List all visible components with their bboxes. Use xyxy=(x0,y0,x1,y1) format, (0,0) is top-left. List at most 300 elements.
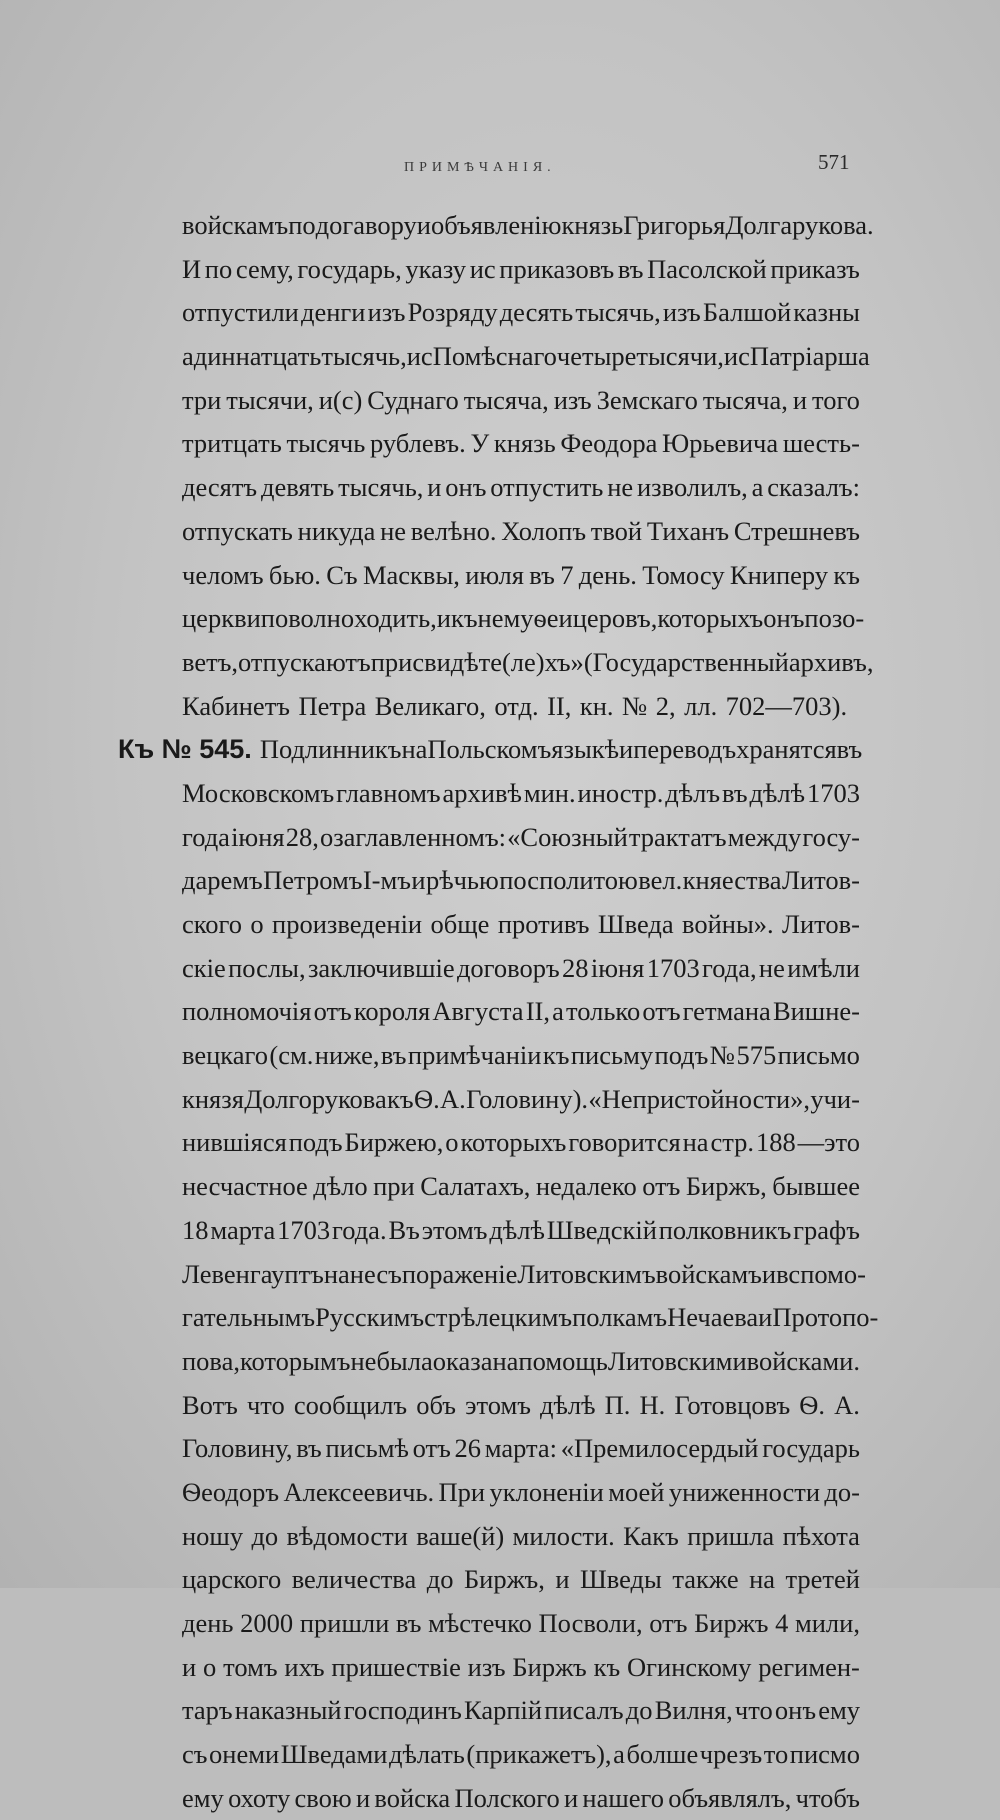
word: У xyxy=(470,428,490,459)
word: милости. xyxy=(512,1520,615,1551)
word: свою xyxy=(294,1782,352,1813)
word: ношу xyxy=(182,1520,244,1551)
text-line xyxy=(118,510,860,554)
word: Нечаева xyxy=(667,1302,759,1333)
word: полкамъ xyxy=(572,1302,668,1333)
word: отд. xyxy=(494,690,539,721)
word: также xyxy=(672,1564,739,1595)
word: бывшее xyxy=(772,1171,860,1202)
word: переводъ xyxy=(633,734,737,765)
word: и xyxy=(555,1564,570,1595)
word: (см. xyxy=(269,1040,314,1071)
word: которыхъ xyxy=(460,1127,567,1158)
word: А. xyxy=(440,1083,466,1114)
text-line xyxy=(118,597,865,641)
word: ского xyxy=(182,909,243,939)
word: этомъ xyxy=(465,1389,531,1420)
word: онеми xyxy=(209,1739,280,1770)
word: послы, xyxy=(228,952,306,983)
word: казны xyxy=(793,297,860,328)
word: стр. xyxy=(710,1127,755,1158)
word: въ xyxy=(617,253,644,284)
text-line xyxy=(118,204,874,248)
word: шесть- xyxy=(782,428,860,459)
word: вел. xyxy=(638,865,683,896)
text-line xyxy=(118,1121,860,1165)
word: Юрьевича xyxy=(662,428,779,459)
word: 28, xyxy=(285,821,319,852)
word: Алексеевичь. xyxy=(283,1476,435,1507)
text-line xyxy=(118,1558,860,1602)
word: главномъ xyxy=(336,777,441,808)
word: а xyxy=(751,472,764,503)
word: 1703 xyxy=(277,1214,331,1245)
word: Биржъ, xyxy=(685,1171,767,1202)
word: іюня xyxy=(231,821,285,852)
word: войскамъ xyxy=(182,210,289,240)
word: Вотъ xyxy=(182,1389,238,1420)
word: языкѣ xyxy=(551,734,620,765)
word: къ xyxy=(542,1040,570,1071)
word: «Премилосердый xyxy=(560,1433,759,1464)
word: Полского xyxy=(454,1782,560,1813)
word: озаглавленномъ: xyxy=(319,821,507,852)
word: Московскомъ xyxy=(182,777,335,808)
word: уклоненіи xyxy=(489,1476,604,1507)
word: пова, xyxy=(182,1345,240,1376)
word: несчастное xyxy=(182,1171,308,1202)
word: войны». xyxy=(682,909,774,939)
word: моей xyxy=(608,1476,665,1507)
word: Огинскому xyxy=(627,1651,752,1682)
word: къ xyxy=(593,1651,621,1682)
word: изъ xyxy=(467,1651,506,1682)
word: короля xyxy=(353,996,431,1027)
word: Шведами xyxy=(280,1739,388,1770)
word: въ xyxy=(380,1040,407,1071)
word: до xyxy=(426,1564,454,1595)
word: войсками. xyxy=(746,1345,860,1376)
word: адиннатцать xyxy=(182,341,322,372)
word: свидѣте(ле)хъ» xyxy=(412,646,584,677)
word: войскамъ xyxy=(655,1258,762,1289)
word: Ѳ. xyxy=(413,1083,440,1114)
word: оказана xyxy=(432,1345,519,1376)
word: и xyxy=(182,1651,197,1682)
word: помощь xyxy=(518,1345,608,1376)
text-line xyxy=(118,379,860,423)
word: господинъ xyxy=(343,1695,462,1726)
word: объявленію xyxy=(430,210,562,240)
text-line xyxy=(118,1515,860,1559)
word: посполитою xyxy=(499,865,638,896)
word: дѣло xyxy=(313,1171,368,1202)
word: три xyxy=(182,384,222,415)
word: до- xyxy=(824,1476,860,1507)
word: нившіяся xyxy=(182,1127,287,1158)
word: на xyxy=(401,734,428,765)
word: Подлинникъ xyxy=(259,734,402,765)
word: дѣлѣ xyxy=(540,1389,596,1420)
word: Долгарукова. xyxy=(725,210,874,240)
word: II, xyxy=(547,690,572,721)
word: болше xyxy=(626,1739,699,1770)
word: тысяча, xyxy=(702,384,788,415)
word: сему, xyxy=(235,253,294,284)
word: дѣлать xyxy=(389,1739,465,1770)
word: князь xyxy=(561,210,624,240)
word: день. xyxy=(578,559,637,590)
word: Готовцовъ xyxy=(674,1389,791,1420)
word: отпустили xyxy=(182,297,299,328)
word: Н. xyxy=(639,1389,666,1420)
word: величества xyxy=(291,1564,417,1595)
text-line xyxy=(118,728,863,772)
word: ис xyxy=(723,341,750,372)
word: тысячи, xyxy=(636,341,724,372)
word: II, xyxy=(525,996,550,1027)
word: Карпій xyxy=(464,1695,543,1726)
word: марта: xyxy=(484,1433,558,1464)
word: Розряду xyxy=(407,297,498,328)
word: вспомо- xyxy=(776,1258,866,1289)
word: Шведа xyxy=(597,909,674,939)
word: до xyxy=(625,1695,653,1726)
word: ходить, xyxy=(354,603,437,634)
word: онъ xyxy=(445,472,487,503)
text-line xyxy=(118,1034,860,1078)
word: государь xyxy=(762,1433,860,1464)
word: лл. xyxy=(684,690,718,721)
text-line xyxy=(118,1646,860,1690)
word: ис xyxy=(406,341,433,372)
word: письмо xyxy=(777,1040,860,1071)
word: объ xyxy=(416,1389,457,1420)
word: Долгорукова xyxy=(244,1083,387,1114)
text-line xyxy=(118,1296,879,1340)
word: томъ xyxy=(223,1651,278,1682)
word: «Непристойности», xyxy=(588,1083,811,1114)
text-line xyxy=(118,554,860,598)
text-line xyxy=(118,248,860,292)
word: (прикажетъ), xyxy=(466,1739,612,1770)
text-line xyxy=(118,772,860,816)
word: недалеко xyxy=(535,1171,637,1202)
word: до xyxy=(251,1520,279,1551)
word: изъ xyxy=(367,297,406,328)
text-line xyxy=(118,335,870,379)
word: письмѣ xyxy=(325,1433,409,1464)
text-line xyxy=(118,1340,860,1384)
word: 188 xyxy=(755,1127,796,1158)
word: о xyxy=(445,1127,459,1158)
word: тритцать xyxy=(182,428,282,459)
word: іюня xyxy=(590,952,645,983)
word: вецкаго xyxy=(182,1040,268,1071)
word: была xyxy=(376,1345,433,1376)
word: десять xyxy=(499,297,574,328)
text-line xyxy=(118,685,860,729)
text-line xyxy=(118,466,860,510)
word: чтобъ xyxy=(795,1782,860,1813)
word: Биржъ, xyxy=(463,1564,545,1595)
word: денги xyxy=(300,297,366,328)
word: Суднаго xyxy=(367,384,459,415)
word: июля xyxy=(465,559,524,590)
word: церкви xyxy=(182,603,261,634)
word: иностр. xyxy=(577,777,664,808)
word: заключившіе xyxy=(307,952,455,983)
word: и xyxy=(416,210,431,240)
word: Вишне- xyxy=(772,996,860,1027)
word: Шведскій xyxy=(546,1214,657,1245)
text-line xyxy=(118,1602,860,1646)
word: княества xyxy=(682,865,782,896)
word: пришла xyxy=(687,1520,775,1551)
word: о xyxy=(250,909,264,939)
word: Августа xyxy=(432,996,524,1027)
word: и xyxy=(758,1302,773,1333)
word: твой xyxy=(590,515,643,546)
word: При xyxy=(438,1476,486,1507)
word: приказъ xyxy=(770,253,860,284)
word: Стрешневъ xyxy=(733,515,860,546)
word: обще xyxy=(430,909,490,939)
word: этомъ xyxy=(421,1214,488,1245)
word: кн. xyxy=(579,690,614,721)
text-line xyxy=(118,816,860,860)
entry-label: Къ № 545. xyxy=(118,734,252,765)
word: года xyxy=(182,821,230,852)
text-line xyxy=(118,990,860,1034)
word: хранятся xyxy=(736,734,837,765)
word: что xyxy=(734,1695,773,1726)
word: мин. xyxy=(523,777,576,808)
word: имѣли xyxy=(787,952,860,983)
word: № xyxy=(622,690,648,721)
word: I-мъ xyxy=(362,865,411,896)
word: и xyxy=(792,384,808,415)
word: Биржею, xyxy=(344,1127,444,1158)
word: отпускаютъ xyxy=(238,646,371,677)
text-line xyxy=(118,291,860,335)
word: четыре xyxy=(556,341,637,372)
word: противъ xyxy=(497,909,590,939)
word: мѣстечко xyxy=(428,1608,532,1638)
word: 28 xyxy=(562,952,589,983)
word: никуда xyxy=(297,515,376,546)
word: и xyxy=(619,734,634,765)
word: нашего xyxy=(582,1782,664,1813)
word: произведеніи xyxy=(272,909,423,939)
word: дѣлъ xyxy=(665,777,721,808)
text-line xyxy=(118,1471,860,1515)
word: Масквы, xyxy=(362,559,460,590)
word: трактатъ xyxy=(628,821,727,852)
word: отъ xyxy=(649,1608,688,1638)
word: 575 xyxy=(736,1040,777,1071)
word: Биржъ xyxy=(512,1651,587,1682)
word: Литовскимъ xyxy=(517,1258,656,1289)
word: государь, xyxy=(297,253,402,284)
word: гетмана xyxy=(682,996,771,1027)
word: униженности xyxy=(668,1476,821,1507)
word: 18 xyxy=(182,1214,209,1245)
word: наказный xyxy=(234,1695,342,1726)
word: и xyxy=(427,472,442,503)
word: и xyxy=(436,603,451,634)
word: сказалъ: xyxy=(767,472,860,503)
word: Русскимъ xyxy=(315,1302,425,1333)
word: № xyxy=(709,1040,736,1071)
word: поволно xyxy=(260,603,355,634)
word: десятъ xyxy=(182,472,258,503)
word: царского xyxy=(182,1564,282,1595)
word: нему xyxy=(477,603,534,634)
word: къ xyxy=(387,1083,414,1114)
word: Петромъ xyxy=(263,865,363,896)
word: позо- xyxy=(804,603,865,634)
word: только xyxy=(565,996,641,1027)
word: и xyxy=(563,1782,579,1813)
word: сообщилъ xyxy=(293,1389,408,1420)
word: отпускать xyxy=(182,515,293,546)
word: отъ xyxy=(642,996,681,1027)
word: 4 xyxy=(775,1608,789,1638)
word: и xyxy=(355,1782,371,1813)
word: указу xyxy=(405,253,467,284)
word: не xyxy=(380,515,407,546)
word: тысячь, xyxy=(338,472,424,503)
word: челомъ xyxy=(182,559,264,590)
word: Литовскими xyxy=(607,1345,747,1376)
word: въ xyxy=(722,777,748,808)
word: бью. xyxy=(268,559,321,590)
word: марта xyxy=(210,1214,276,1245)
word: пораженіе xyxy=(401,1258,518,1289)
word: даремъ xyxy=(182,865,263,896)
word: Въ xyxy=(388,1214,420,1245)
word: тысячь xyxy=(286,428,366,459)
word: мили, xyxy=(794,1608,860,1638)
word: отъ xyxy=(642,1171,681,1202)
text-line xyxy=(118,859,860,903)
word: писмо xyxy=(789,1739,860,1770)
word: рублевъ. xyxy=(369,428,466,459)
word: Посволи, xyxy=(538,1608,643,1638)
word: пришествіе xyxy=(331,1651,461,1682)
word: госу- xyxy=(802,821,860,852)
word: учи- xyxy=(810,1083,860,1114)
word: ваше(й) xyxy=(416,1520,505,1551)
word: Головину). xyxy=(466,1083,589,1114)
word: Головину, xyxy=(182,1433,293,1464)
word: Земскаго xyxy=(596,384,698,415)
word: дѣлѣ xyxy=(489,1214,545,1245)
word: тысячь, xyxy=(575,297,661,328)
word: отпустить xyxy=(490,472,604,503)
word: къ xyxy=(833,559,860,590)
word: въ xyxy=(836,734,863,765)
word: Феодора xyxy=(560,428,658,459)
word: архивъ, xyxy=(788,646,874,677)
word: Протопо- xyxy=(772,1302,879,1333)
word: подъ xyxy=(288,1127,343,1158)
word: стрѣлецкимъ xyxy=(424,1302,573,1333)
word: скіе xyxy=(182,952,226,983)
word: Томосу xyxy=(642,559,725,590)
word: Книперу xyxy=(729,559,829,590)
word: по xyxy=(288,210,316,240)
text-line xyxy=(118,641,874,685)
word: не xyxy=(758,952,785,983)
word: 2000 xyxy=(240,1608,294,1638)
word: день xyxy=(182,1608,234,1638)
word: полковникъ xyxy=(658,1214,792,1245)
word: А. xyxy=(834,1389,860,1420)
word: онъ xyxy=(774,1695,817,1726)
word: Пасолской xyxy=(647,253,767,284)
word: отъ xyxy=(412,1433,451,1464)
word: въ xyxy=(395,1608,422,1638)
word: Ѳеодоръ xyxy=(182,1476,280,1507)
word: а xyxy=(613,1739,625,1770)
word: Вилня, xyxy=(654,1695,733,1726)
word: писалъ xyxy=(544,1695,624,1726)
word: по xyxy=(204,253,233,284)
word: 2, xyxy=(655,690,676,721)
text-line xyxy=(118,1209,860,1253)
word: 1703 xyxy=(806,777,860,808)
word: между xyxy=(727,821,802,852)
word: тысячи, xyxy=(226,384,314,415)
word: то xyxy=(763,1739,789,1770)
word: не xyxy=(607,472,634,503)
word: Кабинетъ xyxy=(182,690,290,721)
text-line xyxy=(118,1253,866,1297)
word: полномочія xyxy=(182,996,312,1027)
word: охоту xyxy=(228,1782,291,1813)
word: на xyxy=(749,1564,776,1595)
word: Тиханъ xyxy=(646,515,730,546)
word: изволилъ, xyxy=(636,472,748,503)
page-number: 571 xyxy=(818,150,850,174)
word: ѳеицеровъ, xyxy=(533,603,658,634)
word: онъ xyxy=(763,603,805,634)
word: въ xyxy=(529,559,555,590)
text-line xyxy=(118,947,860,991)
word: договоръ xyxy=(456,952,560,983)
body-text xyxy=(118,204,879,1820)
word: третей xyxy=(785,1564,860,1595)
word: велѣно. xyxy=(410,515,497,546)
text-line xyxy=(118,1078,860,1122)
word: и xyxy=(761,1258,777,1289)
word: которыхъ xyxy=(657,603,764,634)
word: Польскомъ xyxy=(427,734,552,765)
word: ему xyxy=(818,1695,860,1726)
word: гательнымъ xyxy=(182,1302,316,1333)
word: говорится xyxy=(568,1127,681,1158)
word: Помѣснаго xyxy=(432,341,557,372)
word: письму xyxy=(570,1040,654,1071)
word: подъ xyxy=(654,1040,709,1071)
word: нанесъ xyxy=(323,1258,402,1289)
word: и(с) xyxy=(318,384,363,415)
text-line xyxy=(118,1733,860,1777)
text-line xyxy=(118,1689,860,1733)
word: съ xyxy=(182,1739,208,1770)
